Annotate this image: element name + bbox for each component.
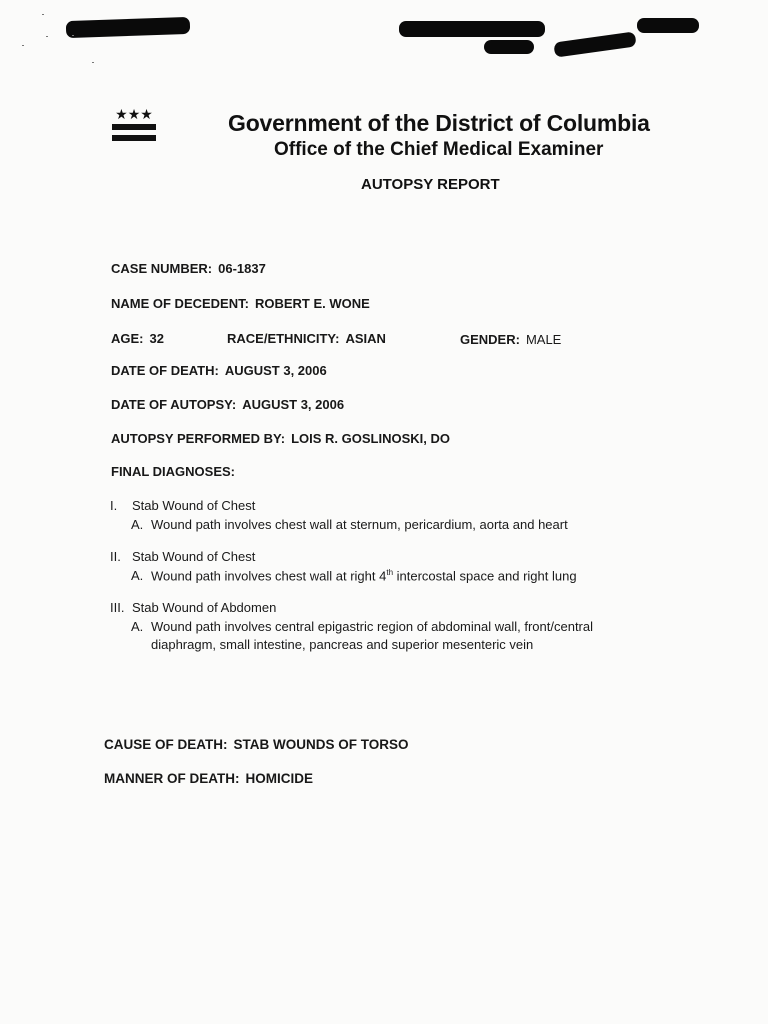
diagnosis-detail bbox=[131, 568, 577, 583]
diagnosis-title: Stab Wound of Abdomen bbox=[132, 600, 277, 615]
diagnosis-item bbox=[110, 498, 255, 513]
date-of-autopsy-label: DATE OF AUTOPSY: bbox=[111, 397, 237, 412]
decedent-row bbox=[111, 296, 370, 311]
detail-text: Wound path involves central epigastric region of abdominal wall, front/central bbox=[151, 619, 593, 634]
gender-value: MALE bbox=[525, 332, 562, 347]
cause-of-death-value: STAB WOUNDS OF TORSO bbox=[233, 737, 409, 752]
flag-bar bbox=[112, 135, 156, 141]
detail-text: Wound path involves chest wall at right 4 bbox=[151, 568, 387, 584]
diagnosis-item bbox=[110, 549, 255, 564]
date-of-death-value: AUGUST 3, 2006 bbox=[224, 363, 327, 378]
diagnosis-number: II. bbox=[110, 549, 121, 564]
manner-of-death-value: HOMICIDE bbox=[245, 771, 313, 786]
race-label: RACE/ETHNICITY: bbox=[227, 331, 340, 346]
redaction-bar bbox=[66, 17, 191, 38]
case-number-label: CASE NUMBER: bbox=[111, 261, 213, 276]
redaction-bar bbox=[553, 31, 636, 57]
manner-of-death-row bbox=[104, 771, 313, 786]
age-row bbox=[111, 331, 164, 346]
diagnosis-item bbox=[110, 600, 276, 615]
performed-by-row bbox=[111, 431, 450, 446]
diagnosis-title: Stab Wound of Chest bbox=[132, 498, 256, 513]
gender-label: GENDER: bbox=[460, 332, 520, 347]
manner-of-death-label: MANNER OF DEATH: bbox=[104, 771, 240, 786]
diagnosis-number: I. bbox=[110, 498, 118, 513]
race-row bbox=[227, 331, 386, 346]
age-value: 32 bbox=[149, 331, 164, 346]
cause-of-death-row bbox=[104, 737, 409, 752]
detail-text: Wound path involves chest wall at sternum, pericardium, aorta and heart bbox=[151, 517, 568, 532]
detail-letter: A. bbox=[131, 619, 144, 634]
cause-of-death-label: CAUSE OF DEATH: bbox=[104, 737, 228, 752]
final-diagnoses-label: FINAL DIAGNOSES: bbox=[111, 464, 235, 479]
date-of-autopsy-row bbox=[111, 397, 344, 412]
date-of-autopsy-value: AUGUST 3, 2006 bbox=[242, 397, 345, 412]
redaction-bar bbox=[637, 18, 699, 33]
star-icon: ★★★ bbox=[115, 106, 153, 122]
gender-row bbox=[460, 332, 561, 347]
diagnosis-detail bbox=[131, 517, 568, 532]
redaction-bar bbox=[484, 40, 534, 54]
performed-by-value: LOIS R. GOSLINOSKI, DO bbox=[291, 431, 450, 446]
date-of-death-label: DATE OF DEATH: bbox=[111, 363, 219, 378]
date-of-death-row bbox=[111, 363, 327, 378]
office-heading: Office of the Chief Medical Examiner bbox=[274, 139, 604, 160]
scan-speck bbox=[22, 45, 24, 46]
diagnosis-number: III. bbox=[110, 600, 125, 615]
dc-flag-seal bbox=[112, 107, 158, 151]
government-heading: Government of the District of Columbia bbox=[228, 110, 650, 136]
detail-letter: A. bbox=[131, 568, 144, 584]
diagnosis-title: Stab Wound of Chest bbox=[132, 549, 256, 564]
scan-speck bbox=[42, 14, 44, 15]
redaction-bar bbox=[399, 21, 545, 37]
diagnosis-detail-continued bbox=[151, 637, 533, 652]
detail-letter: A. bbox=[131, 517, 144, 532]
decedent-label: NAME OF DECEDENT: bbox=[111, 296, 249, 311]
report-title: AUTOPSY REPORT bbox=[361, 176, 500, 193]
performed-by-label: AUTOPSY PERFORMED BY: bbox=[111, 431, 286, 446]
detail-superscript: th bbox=[386, 568, 394, 577]
age-label: AGE: bbox=[111, 331, 144, 346]
decedent-value: ROBERT E. WONE bbox=[254, 296, 370, 311]
scan-speck bbox=[72, 35, 74, 36]
detail-text: diaphragm, small intestine, pancreas and superior mesenteric vein bbox=[151, 637, 534, 652]
scan-speck bbox=[46, 36, 48, 37]
scan-speck bbox=[92, 62, 94, 63]
diagnosis-detail bbox=[131, 619, 593, 634]
case-number-value: 06-1837 bbox=[218, 261, 266, 276]
flag-bar bbox=[112, 124, 156, 130]
case-number-row bbox=[111, 261, 266, 276]
race-value: ASIAN bbox=[345, 331, 386, 346]
detail-text-continued: intercostal space and right lung bbox=[393, 568, 577, 584]
